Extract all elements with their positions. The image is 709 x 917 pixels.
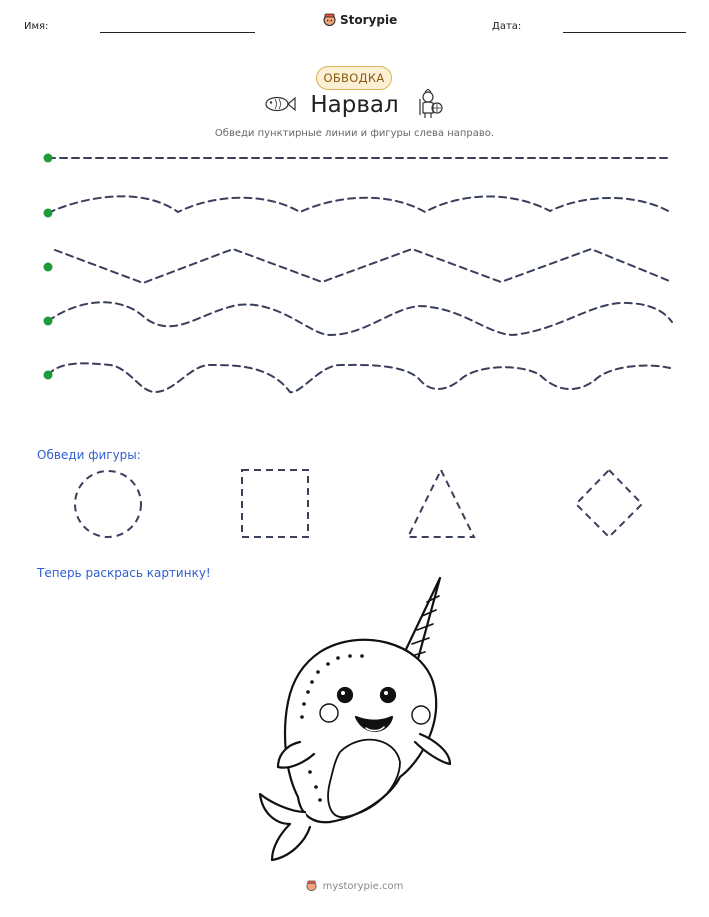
name-label: Имя:: [24, 21, 49, 32]
instruction-text: Обведи пунктирные линии и фигуры слева направо.: [214, 128, 495, 139]
start-dot: [44, 209, 53, 218]
tracing-line-deep-wave[interactable]: [48, 363, 670, 392]
storypie-mascot-icon: [306, 880, 317, 892]
date-label: Дата:: [492, 21, 522, 32]
shape-circle[interactable]: [75, 471, 141, 537]
coloring-section-label: Теперь раскрась картинку!: [37, 566, 211, 580]
start-dot: [44, 371, 53, 380]
category-badge: ОБВОДКА: [316, 66, 392, 90]
tracing-line-soft-wave[interactable]: [48, 196, 670, 213]
start-dot: [44, 263, 53, 272]
shapes-section-label: Обведи фигуры:: [37, 448, 141, 462]
brand-name: Storypie: [340, 13, 398, 27]
page-title: Нарвал: [310, 92, 399, 118]
shapes-area: [0, 460, 709, 550]
narwhal-illustration[interactable]: [250, 572, 460, 864]
tracing-line-wave[interactable]: [48, 302, 672, 335]
shape-diamond[interactable]: [576, 470, 642, 537]
shape-square[interactable]: [242, 470, 308, 537]
start-dot: [44, 317, 53, 326]
tracing-lines-area: [0, 0, 709, 400]
tracing-line-zigzag[interactable]: [55, 249, 672, 283]
start-dot: [44, 154, 53, 163]
shape-triangle[interactable]: [408, 470, 474, 537]
footer-site[interactable]: mystorypie.com: [322, 880, 404, 892]
footer: [0, 880, 709, 892]
